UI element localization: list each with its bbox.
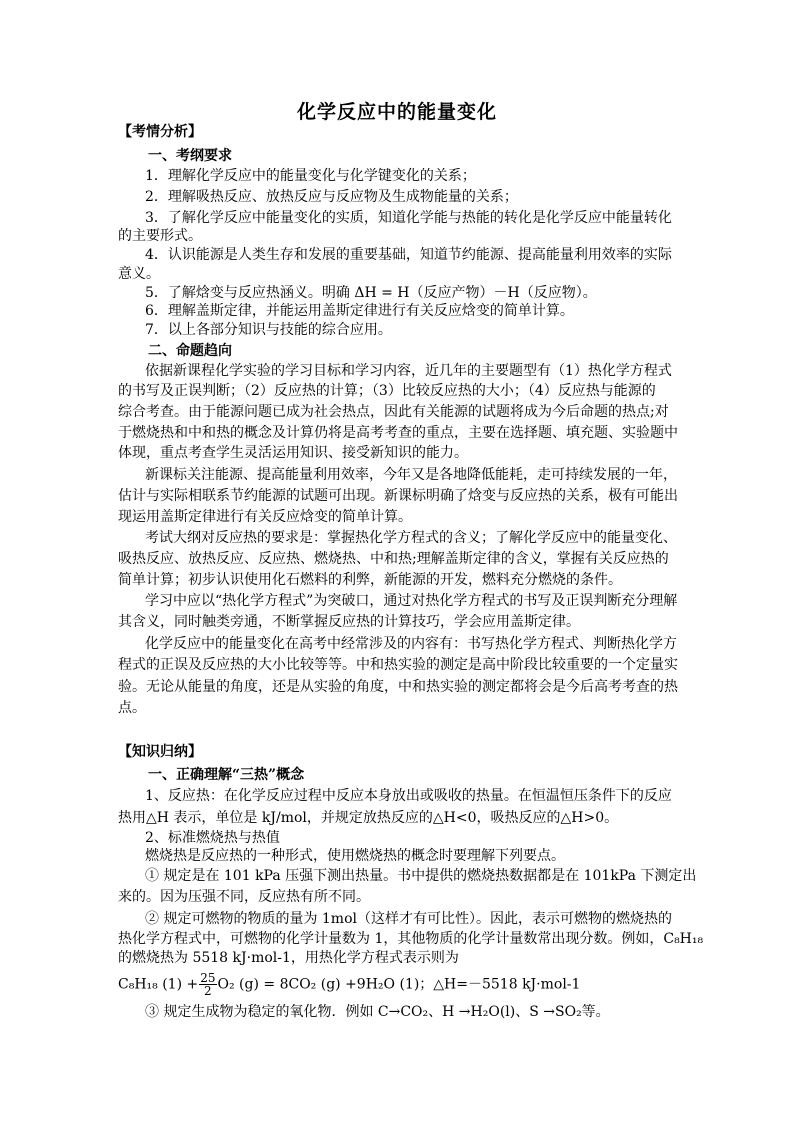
- page-title: 化学反应中的能量变化: [296, 101, 497, 123]
- paragraph-line: 的燃烧热为 5518 kJ·mol-1，用热化学方程式表示则为: [118, 950, 459, 966]
- syllabus-item: 2．理解吸热反应、放热反应与反应物及生成物能量的关系；: [145, 189, 518, 205]
- subsection-heading-syllabus: 一、考纲要求: [148, 148, 232, 164]
- thermochemical-equation: [118, 972, 580, 997]
- paragraph-line: 验。无论从能量的角度，还是从实验的角度，中和热实验的测定都将会是今后高考考查的热: [118, 679, 678, 695]
- section-heading-exam-analysis: 【考情分析】: [118, 124, 202, 140]
- paragraph-line: 体现，重点考查学生灵活运用知识、接受新知识的能力。: [118, 445, 468, 461]
- paragraph-line: 的书写及正误判断；（2）反应热的计算；（3）比较反应热的大小；（4）反应热与能源的: [118, 383, 656, 399]
- syllabus-item: 1．理解化学反应中的能量变化与化学键变化的关系；: [145, 168, 476, 184]
- syllabus-item: 5．了解焓变与反应热涵义。明确 ΔH = H（反应产物）－H（反应物）。: [145, 285, 597, 301]
- paragraph-line: 化学反应中的能量变化在高考中经常涉及的内容有：书写热化学方程式、判断热化学方: [145, 636, 677, 652]
- paragraph-line: 综合考查。由于能源问题已成为社会热点，因此有关能源的试题将成为今后命题的热点;对: [118, 404, 669, 420]
- paragraph-line: 现运用盖斯定律进行有关反应焓变的简单计算。: [118, 509, 412, 525]
- paragraph-line: 点。: [118, 700, 146, 716]
- paragraph-line: 程式的正误及反应热的大小比较等等。中和热实验的测定是高中阶段比较重要的一个定量实: [118, 657, 678, 673]
- syllabus-item-cont: 意义。: [118, 266, 160, 282]
- paragraph-line: 简单计算；初步认识使用化石燃料的利弊，新能源的开发，燃料充分燃烧的条件。: [118, 572, 622, 588]
- paragraph-line: 于燃烧热和中和热的概念及计算仍将是高考考查的重点，主要在选择题、填充题、实验题中: [118, 425, 678, 441]
- paragraph-line: 其含义，同时触类旁通，不断掌握反应热的计算技巧，学会应用盖斯定律。: [118, 614, 580, 630]
- paragraph-line: ③ 规定生成物为稳定的氧化物．例如 C→CO₂、H →H₂O(l)、S →SO₂等。: [145, 1004, 610, 1020]
- paragraph-line: 吸热反应、放热反应、反应热、燃烧热、中和热;理解盖斯定律的含义，掌握有关反应热的: [118, 551, 669, 567]
- paragraph-line: 新课标关注能源、提高能量利用效率，今年又是各地降低能耗，走可持续发展的一年，: [145, 467, 677, 483]
- paragraph-line: 热用△H 表示，单位是 kJ/mol，并规定放热反应的△H<0，吸热反应的△H>0。: [118, 810, 619, 826]
- syllabus-item: 3．了解化学反应中能量变化的实质，知道化学能与热能的转化是化学反应中能量转化: [145, 210, 672, 226]
- paragraph-line: 考试大纲对反应热的要求是：掌握热化学方程式的含义；了解化学反应中的能量变化、: [145, 530, 677, 546]
- fraction-numerator: 25: [200, 971, 216, 985]
- subsection-heading-three-heats: 一、正确理解“三热”概念: [148, 767, 305, 783]
- paragraph-line: 2、标准燃烧热与热值: [145, 830, 280, 846]
- paragraph-line: ① 规定是在 101 kPa 压强下测出热量。书中提供的燃烧热数据都是在 101kPa 下测定出: [145, 868, 697, 884]
- paragraph-line: 来的。因为压强不同，反应热有所不同。: [118, 889, 370, 905]
- syllabus-item: 7．以上各部分知识与技能的综合应用。: [145, 322, 392, 338]
- paragraph-line: 估计与实际相联系节约能源的试题可出现。新课标明确了焓变与反应热的关系，极有可能出: [118, 488, 678, 504]
- equation-right: O₂ (g) = 8CO₂ (g) +9H₂O (1)；△H=－5518 kJ·mol-1: [217, 976, 581, 993]
- equation-left: C₈H₁₈ (1) +: [118, 976, 199, 993]
- syllabus-item: 4．认识能源是人类生存和发展的重要基础，知道节约能源、提高能量利用效率的实际: [145, 247, 672, 263]
- fraction-denominator: 2: [204, 984, 212, 998]
- section-heading-knowledge-summary: 【知识归纳】: [118, 744, 202, 760]
- subsection-heading-trends: 二、命题趋向: [148, 343, 232, 359]
- paragraph-line: 燃烧热是反应热的一种形式，使用燃烧热的概念时要理解下列要点。: [145, 848, 565, 864]
- paragraph-line: 学习中应以“热化学方程式”为突破口，通过对热化学方程式的书写及正误判断充分理解: [145, 593, 678, 609]
- paragraph-line: 依据新课程化学实验的学习目标和学习内容，近几年的主要题型有（1）热化学方程式: [145, 363, 672, 379]
- syllabus-item: 6．理解盖斯定律，并能运用盖斯定律进行有关反应焓变的简单计算。: [145, 303, 574, 319]
- paragraph-line: 1、反应热：在化学反应过程中反应本身放出或吸收的热量。在恒温恒压条件下的反应: [145, 788, 672, 804]
- paragraph-line: 热化学方程式中，可燃物的化学计量数为 1，其他物质的化学计量数常出现分数。例如，C₈H₁₈: [118, 931, 704, 947]
- syllabus-item-cont: 的主要形式。: [118, 228, 202, 244]
- paragraph-line: ② 规定可燃物的物质的量为 1mol（这样才有可比性）。因此，表示可燃物的燃烧热的: [145, 911, 672, 927]
- coefficient-fraction: [199, 972, 216, 997]
